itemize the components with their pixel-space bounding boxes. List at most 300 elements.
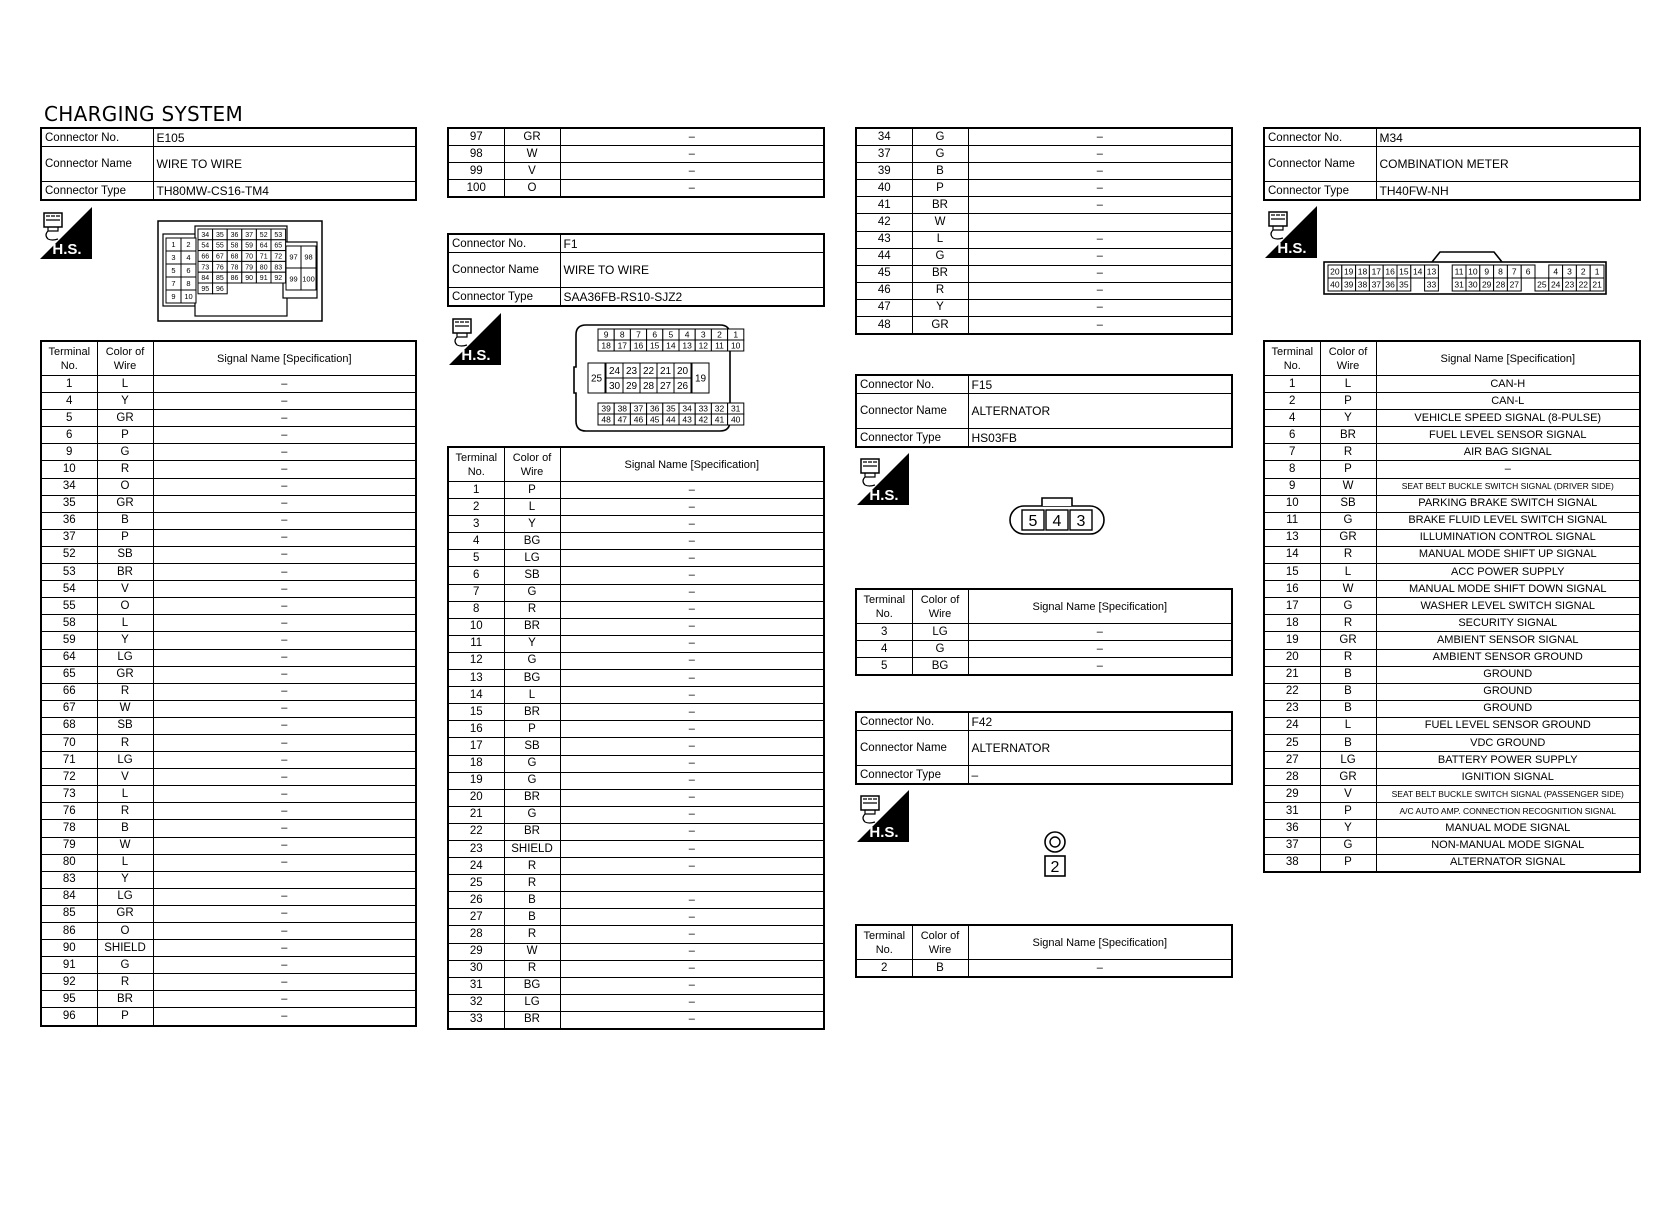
- terminal-cell: 43: [856, 231, 912, 248]
- color-cell: G: [1320, 837, 1376, 854]
- connector-info-m34: [1263, 127, 1641, 201]
- color-cell: P: [1320, 803, 1376, 820]
- color-cell: W: [1320, 478, 1376, 495]
- pin-label: 40: [730, 414, 741, 425]
- terminal-cell: 96: [41, 1008, 97, 1026]
- table-row: [448, 635, 824, 652]
- pin-label: 39: [1343, 279, 1354, 290]
- table-row: [856, 282, 1232, 299]
- table-row: [448, 840, 824, 857]
- terminal-cell: 23: [448, 840, 504, 857]
- color-cell: L: [504, 499, 560, 516]
- pin-label: 14: [666, 340, 676, 351]
- terminal-cell: 18: [448, 755, 504, 772]
- signal-cell: –: [153, 940, 416, 957]
- connector-type-label: Connector Type: [856, 429, 968, 448]
- terminal-cell: 37: [41, 529, 97, 546]
- terminal-cell: 16: [1264, 581, 1320, 598]
- color-cell: G: [1320, 598, 1376, 615]
- signal-cell: IGNITION SIGNAL: [1376, 769, 1640, 786]
- terminal-cell: 5: [856, 658, 912, 676]
- color-cell: P: [504, 482, 560, 499]
- color-cell: L: [504, 687, 560, 704]
- pin-label: 45: [649, 414, 660, 425]
- table-row: [448, 180, 824, 198]
- signal-cell: –: [560, 892, 824, 909]
- terminal-cell: 39: [856, 163, 912, 180]
- table-row: [41, 564, 416, 581]
- connector-info-f1: [447, 233, 825, 307]
- pin-label: 23: [1564, 279, 1575, 290]
- terminal-cell: 71: [41, 752, 97, 769]
- signal-cell: –: [153, 752, 416, 769]
- connector-type-label: Connector Type: [41, 182, 153, 201]
- signal-cell: –: [153, 717, 416, 734]
- terminal-cell: 58: [41, 615, 97, 632]
- pin-label: 7: [1511, 266, 1517, 277]
- color-cell: B: [1320, 683, 1376, 700]
- pin-label: 39: [601, 403, 611, 414]
- terminal-cell: 3: [856, 624, 912, 641]
- signal-cell: –: [560, 994, 824, 1011]
- pin-label: 37: [633, 403, 644, 414]
- table-row: [1264, 752, 1640, 769]
- table-row: [41, 786, 416, 803]
- connector-name-label: Connector Name: [856, 394, 968, 429]
- pin-label: 37: [245, 231, 253, 239]
- terminal-cell: 2: [856, 960, 912, 978]
- color-cell: GR: [504, 128, 560, 146]
- color-cell: BR: [97, 991, 153, 1008]
- table-row: [448, 755, 824, 772]
- color-cell: LG: [97, 649, 153, 666]
- signal-cell: –: [968, 658, 1232, 676]
- pin-label: 27: [1509, 279, 1520, 290]
- pin-label: 10: [1468, 266, 1478, 277]
- terminal-cell: 27: [1264, 752, 1320, 769]
- pin-label: 83: [274, 264, 283, 272]
- pin-label: 52: [259, 231, 268, 239]
- pin-label: 86: [230, 275, 239, 283]
- color-cell: Y: [504, 635, 560, 652]
- color-cell: SB: [504, 567, 560, 584]
- pin-label: 76: [216, 264, 224, 272]
- table-row: [41, 717, 416, 734]
- pin-label: 5: [171, 266, 176, 276]
- color-cell: BR: [1320, 427, 1376, 444]
- pin-label: 91: [259, 275, 268, 283]
- signal-cell: BATTERY POWER SUPPLY: [1376, 752, 1640, 769]
- table-row: [41, 957, 416, 974]
- color-cell: SB: [97, 546, 153, 563]
- pin-label: 13: [682, 340, 692, 351]
- terminal-cell: 54: [41, 581, 97, 598]
- color-cell: L: [97, 615, 153, 632]
- pin-label: 2: [186, 240, 191, 250]
- signal-cell: –: [153, 410, 416, 427]
- table-row: [41, 666, 416, 683]
- pin-label: 90: [245, 275, 253, 283]
- signal-cell: –: [560, 755, 824, 772]
- color-cell: P: [1320, 461, 1376, 478]
- color-cell: R: [97, 683, 153, 700]
- color-cell: R: [504, 926, 560, 943]
- terminal-cell: 10: [41, 461, 97, 478]
- color-cell: B: [912, 960, 968, 978]
- table-row: [1264, 410, 1640, 427]
- signal-cell: –: [560, 550, 824, 567]
- color-cell: R: [97, 974, 153, 991]
- pin-label: 19: [694, 373, 707, 385]
- table-row: [41, 923, 416, 940]
- terminal-cell: 46: [856, 282, 912, 299]
- color-cell: B: [912, 163, 968, 180]
- col-header-color: Color of Wire: [504, 447, 560, 482]
- table-row: [1264, 820, 1640, 837]
- table-row: [856, 146, 1232, 163]
- pin-label: 7: [636, 329, 641, 340]
- color-cell: R: [1320, 546, 1376, 563]
- terminal-cell: 8: [448, 601, 504, 618]
- signal-cell: –: [968, 180, 1232, 197]
- col-header-terminal: Terminal No.: [1264, 341, 1320, 376]
- signal-cell: –: [560, 977, 824, 994]
- terminal-cell: 10: [1264, 495, 1320, 512]
- pin-label: 58: [230, 242, 239, 250]
- table-row: [41, 393, 416, 410]
- signal-cell: –: [153, 461, 416, 478]
- terminal-cell: 6: [41, 427, 97, 444]
- terminal-cell: 1: [41, 376, 97, 393]
- table-row: [856, 163, 1232, 180]
- signal-cell: AMBIENT SENSOR SIGNAL: [1376, 632, 1640, 649]
- terminal-cell: 29: [1264, 786, 1320, 803]
- color-cell: GR: [1320, 632, 1376, 649]
- signal-cell: –: [560, 943, 824, 960]
- color-cell: V: [97, 769, 153, 786]
- hs-badge-label: H.S.: [869, 487, 899, 504]
- connector-name-value: ALTERNATOR: [968, 394, 1232, 429]
- pin-label: 38: [617, 403, 628, 414]
- terminal-cell: 36: [41, 512, 97, 529]
- table-row: [448, 670, 824, 687]
- table-row: [448, 926, 824, 943]
- harness-side-icon: [857, 790, 909, 842]
- table-row: [1264, 803, 1640, 820]
- table-row: [856, 231, 1232, 248]
- table-row: [856, 960, 1232, 978]
- table-row: [448, 704, 824, 721]
- terminal-cell: 2: [1264, 393, 1320, 410]
- pin-label: 1: [733, 329, 739, 340]
- connector-face-f1: [572, 323, 741, 433]
- terminal-table-f1-continued: [855, 127, 1233, 335]
- pin-label: 4: [1052, 513, 1062, 530]
- table-row: [1264, 786, 1640, 803]
- terminal-cell: 72: [41, 769, 97, 786]
- connector-type-label: Connector Type: [856, 766, 968, 785]
- pin-label: 28: [1495, 279, 1506, 290]
- color-cell: L: [97, 854, 153, 871]
- table-row: [1264, 461, 1640, 478]
- signal-cell: –: [153, 974, 416, 991]
- terminal-cell: 28: [1264, 769, 1320, 786]
- color-cell: LG: [504, 550, 560, 567]
- terminal-cell: 17: [1264, 598, 1320, 615]
- signal-cell: –: [560, 1011, 824, 1029]
- terminal-cell: 66: [41, 683, 97, 700]
- col-header-signal: Signal Name [Specification]: [1376, 341, 1640, 376]
- color-cell: BR: [504, 789, 560, 806]
- pin-label: 98: [304, 252, 313, 262]
- color-cell: BR: [97, 564, 153, 581]
- table-row: [1264, 769, 1640, 786]
- signal-cell: –: [968, 163, 1232, 180]
- signal-cell: –: [560, 858, 824, 875]
- pin-label: 37: [1371, 279, 1382, 290]
- signal-cell: –: [560, 163, 824, 180]
- terminal-cell: 2: [448, 499, 504, 516]
- pin-label: 5: [1028, 513, 1038, 530]
- terminal-cell: 59: [41, 632, 97, 649]
- signal-cell: [560, 875, 824, 892]
- terminal-cell: 90: [41, 940, 97, 957]
- terminal-cell: 5: [448, 550, 504, 567]
- terminal-table-f1: [447, 446, 825, 1030]
- table-row: [41, 512, 416, 529]
- color-cell: V: [1320, 786, 1376, 803]
- color-cell: O: [504, 180, 560, 198]
- table-row: [41, 837, 416, 854]
- pin-label: 9: [603, 329, 609, 340]
- table-row: [448, 128, 824, 146]
- terminal-cell: 34: [41, 478, 97, 495]
- connector-no-label: Connector No.: [856, 375, 968, 394]
- terminal-cell: 79: [41, 837, 97, 854]
- signal-cell: –: [560, 687, 824, 704]
- table-row: [1264, 649, 1640, 666]
- signal-cell: –: [560, 926, 824, 943]
- signal-cell: –: [153, 1008, 416, 1026]
- table-row: [41, 529, 416, 546]
- table-row: [856, 214, 1232, 231]
- color-cell: BR: [504, 704, 560, 721]
- color-cell: B: [1320, 700, 1376, 717]
- connector-no-value: F15: [968, 375, 1232, 394]
- terminal-cell: 99: [448, 163, 504, 180]
- pin-label: 18: [601, 340, 611, 351]
- terminal-cell: 23: [1264, 700, 1320, 717]
- table-row: [1264, 427, 1640, 444]
- pin-label: 54: [201, 242, 210, 250]
- terminal-cell: 11: [448, 635, 504, 652]
- terminal-cell: 64: [41, 649, 97, 666]
- pin-label: 7: [171, 279, 176, 289]
- signal-cell: CAN-L: [1376, 393, 1640, 410]
- signal-cell: –: [153, 905, 416, 922]
- table-row: [1264, 564, 1640, 581]
- table-row: [448, 721, 824, 738]
- color-cell: V: [97, 581, 153, 598]
- pin-label: 26: [676, 381, 689, 393]
- signal-cell: ALTERNATOR SIGNAL: [1376, 854, 1640, 872]
- pin-label: 96: [216, 285, 224, 293]
- table-row: [41, 598, 416, 615]
- color-cell: G: [504, 806, 560, 823]
- pin-label: 46: [633, 414, 644, 425]
- pin-label: 8: [619, 329, 625, 340]
- pin-label: 24: [608, 366, 621, 378]
- color-cell: B: [97, 512, 153, 529]
- signal-cell: WASHER LEVEL SWITCH SIGNAL: [1376, 598, 1640, 615]
- harness-side-icon: [1265, 206, 1317, 258]
- color-cell: BR: [912, 265, 968, 282]
- col-header-signal: Signal Name [Specification]: [153, 341, 416, 376]
- terminal-cell: 4: [1264, 410, 1320, 427]
- terminal-cell: 25: [448, 875, 504, 892]
- pin-label: 20: [676, 366, 689, 378]
- table-row: [448, 1011, 824, 1029]
- terminal-cell: 20: [1264, 649, 1320, 666]
- signal-cell: –: [968, 641, 1232, 658]
- signal-cell: –: [560, 128, 824, 146]
- pin-label: 16: [1385, 266, 1395, 277]
- pin-label: 85: [216, 275, 224, 283]
- color-cell: B: [504, 892, 560, 909]
- color-cell: SB: [97, 717, 153, 734]
- signal-cell: –: [968, 128, 1232, 146]
- table-row: [1264, 615, 1640, 632]
- terminal-cell: 85: [41, 905, 97, 922]
- table-row: [856, 624, 1232, 641]
- terminal-cell: 1: [1264, 376, 1320, 393]
- color-cell: R: [504, 875, 560, 892]
- table-row: [448, 533, 824, 550]
- signal-cell: –: [153, 854, 416, 871]
- signal-cell: –: [153, 444, 416, 461]
- signal-cell: FUEL LEVEL SENSOR SIGNAL: [1376, 427, 1640, 444]
- terminal-cell: 28: [448, 926, 504, 943]
- table-row: [41, 888, 416, 905]
- table-row: [41, 632, 416, 649]
- signal-cell: GROUND: [1376, 683, 1640, 700]
- terminal-cell: 55: [41, 598, 97, 615]
- terminal-cell: 73: [41, 786, 97, 803]
- signal-cell: –: [153, 564, 416, 581]
- color-cell: W: [504, 146, 560, 163]
- signal-cell: –: [560, 772, 824, 789]
- terminal-cell: 4: [41, 393, 97, 410]
- harness-side-icon: [449, 313, 501, 365]
- connector-no-label: Connector No.: [1264, 128, 1376, 147]
- pin-label: 36: [649, 403, 660, 414]
- signal-cell: AIR BAG SIGNAL: [1376, 444, 1640, 461]
- signal-cell: –: [153, 820, 416, 837]
- pin-label: 5: [668, 329, 674, 340]
- pin-label: 8: [1498, 266, 1503, 277]
- pin-label: 21: [659, 366, 672, 378]
- pin-label: 35: [1399, 279, 1409, 290]
- color-cell: BR: [912, 197, 968, 214]
- table-row: [41, 410, 416, 427]
- pin-label: 31: [1454, 279, 1464, 290]
- signal-cell: VDC GROUND: [1376, 734, 1640, 751]
- terminal-cell: 10: [448, 618, 504, 635]
- terminal-cell: 47: [856, 299, 912, 316]
- pin-label: 100: [302, 274, 315, 284]
- pin-label: 16: [633, 340, 644, 351]
- color-cell: LG: [912, 624, 968, 641]
- connector-no-value: F1: [560, 234, 824, 253]
- signal-cell: –: [560, 482, 824, 499]
- table-row: [856, 197, 1232, 214]
- connector-name-label: Connector Name: [1264, 147, 1376, 182]
- color-cell: L: [1320, 717, 1376, 734]
- terminal-cell: 12: [448, 652, 504, 669]
- table-row: [856, 248, 1232, 265]
- connector-name-value: WIRE TO WIRE: [560, 253, 824, 288]
- pin-label: 47: [617, 414, 628, 425]
- pin-label: 79: [245, 264, 253, 272]
- terminal-cell: 24: [1264, 717, 1320, 734]
- color-cell: G: [1320, 512, 1376, 529]
- table-row: [41, 376, 416, 393]
- pin-label: 1: [171, 240, 176, 250]
- table-row: [41, 940, 416, 957]
- pin-label: 4: [186, 253, 191, 263]
- color-cell: GR: [97, 905, 153, 922]
- terminal-cell: 35: [41, 495, 97, 512]
- signal-cell: –: [968, 197, 1232, 214]
- signal-cell: [153, 871, 416, 888]
- terminal-table-f42: [855, 924, 1233, 978]
- pin-label: 71: [259, 253, 268, 261]
- color-cell: GR: [97, 495, 153, 512]
- terminal-cell: 8: [1264, 461, 1320, 478]
- terminal-cell: 37: [1264, 837, 1320, 854]
- connector-type-label: Connector Type: [448, 288, 560, 307]
- color-cell: P: [1320, 393, 1376, 410]
- color-cell: LG: [97, 752, 153, 769]
- color-cell: R: [97, 803, 153, 820]
- signal-cell: BRAKE FLUID LEVEL SWITCH SIGNAL: [1376, 512, 1640, 529]
- pin-label: 2: [1050, 859, 1060, 876]
- pin-label: 99: [289, 274, 298, 284]
- color-cell: BR: [504, 618, 560, 635]
- signal-cell: –: [560, 721, 824, 738]
- pin-label: 2: [1580, 266, 1586, 277]
- color-cell: Y: [97, 393, 153, 410]
- color-cell: Y: [1320, 820, 1376, 837]
- pin-label: 9: [171, 292, 176, 302]
- connector-type-value: HS03FB: [968, 429, 1232, 448]
- signal-cell: –: [153, 888, 416, 905]
- signal-cell: –: [560, 789, 824, 806]
- table-row: [1264, 734, 1640, 751]
- connector-info-e105: [40, 127, 417, 201]
- color-cell: P: [97, 529, 153, 546]
- signal-cell: –: [560, 180, 824, 198]
- pin-label: 24: [1550, 279, 1561, 290]
- col-header-terminal: Terminal No.: [856, 589, 912, 624]
- pin-label: 65: [274, 242, 283, 250]
- pin-label: 25: [1537, 279, 1547, 290]
- connector-no-label: Connector No.: [856, 712, 968, 731]
- color-cell: P: [97, 427, 153, 444]
- terminal-cell: 21: [1264, 666, 1320, 683]
- color-cell: LG: [1320, 752, 1376, 769]
- terminal-cell: 13: [448, 670, 504, 687]
